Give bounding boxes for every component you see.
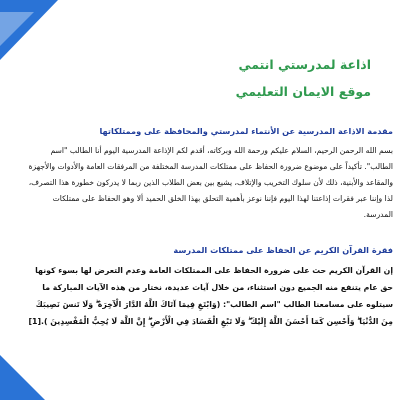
page-header (141, 56, 371, 101)
bottom-corner-triangle (0, 355, 45, 400)
site-name: موقع الايمان التعليمي (235, 84, 371, 99)
section-paragraph-intro: بسم الله الرحمن الرحيم، السلام عليكم ورحمة الله وبركاته، أقدم لكم الإذاعة المدرسية اليوم أنا الطالب "اسم الطالب". تأكيداً على موضوع ضرورة الحفاظ على ممتلكات المدرسة المختلفة من المرفقات العامة والأدوات والأجهزة والمقاعد والأبنية، ذلك لأن سلوك التخريب والإتلاف، يشيع بين بعض الطلاب الذين ربما لا يدركون خطورة هذا التصرف، لذا وإننا عبر فقرات إذاعتنا لهذا اليوم فإننا نوعز بأهمية التحلق بهذا الخلق الحميد ألا وهو الحفاظ على ممتلكات المدرسة. (28, 146, 393, 219)
page-title: اذاعة لمدرستي انتمي (238, 57, 371, 72)
section-heading-intro: مقدمة الاذاعة المدرسية عن الأنتماء لمدرستي والمحافظة على وممتلكاتها (99, 126, 393, 136)
article-body (23, 124, 393, 330)
section-spacer (23, 223, 393, 243)
section-heading-quran: فقرة القرآن الكريم عن الحفاظ على ممتلكات المدرسة (173, 245, 393, 255)
section-paragraph-quran: إن القرآن الكريم حث على ضرورة الحفاظ على الممتلكات العامة وعدم التعرض لها بسوء كونها حق عام يتنفع منه الجميع دون استثناء، من خلال آيات عديدة، نختار من هذه الآيات المباركة ما سيتلوه على مسامعنا الطالب "اسم الطالب": (وَابْتَغِ فِيمَا آتَاكَ اللَّهُ الدَّارَ الْآخِرَةَ ۖ وَلَا تَنسَ نَصِيبَكَ مِنَ الدُّنْيَا ۖ وَأَحْسِن كَمَا أَحْسَنَ اللَّهُ إِلَيْكَ ۖ وَلَا تَبْغِ الْفَسَادَ فِي الْأَرْضِ ۖ إِنَّ اللَّهَ لَا يُحِبُّ الْمُفْسِدِينَ ).[1] (28, 266, 393, 326)
